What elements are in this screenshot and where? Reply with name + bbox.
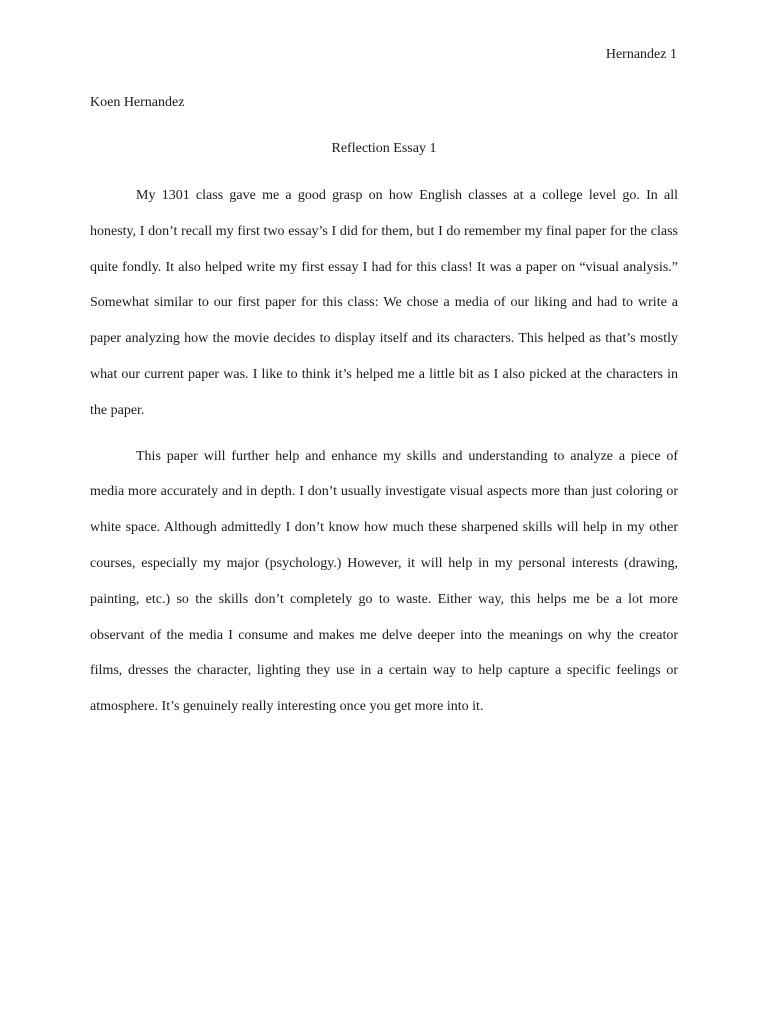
running-head: Hernandez 1 [605,47,677,62]
essay-title: Reflection Essay 1 [331,141,437,156]
paragraph-1: My 1301 class gave me a good grasp on how English classes at a college level go. In all honesty, I don’t recall my first two essay’s I did for them, but I do remember my final paper for the class quite fondly. It also helped write my first essay I had for this class! It was a paper on “visual analysis.” Somewhat similar to our first paper for this class: We chose a media of our liking and had to write a paper analyzing how the movie decides to display itself and its characters. This helped as that’s mostly what our current paper was. I like to think it’s helped me a little bit as I also picked at the characters in the paper. [90,188,678,418]
paragraph-2: This paper will further help and enhance my skills and understanding to analyze a piece of media more accurately and in depth. I don’t usually investigate visual aspects more than just coloring or white space. Although admittedly I don’t know how much these sharpened skills will help in my other courses, especially my major (psychology.) However, it will help in my personal interests (drawing, painting, etc.) so the skills don’t completely go to waste. Either way, this helps me be a lot more observant of the media I consume and makes me delve deeper into the meanings on why the creator films, dresses the character, lighting they use in a certain way to help capture a specific feelings or atmosphere. It’s genuinely really interesting once you get more into it. [90,448,678,715]
author-name: Koen Hernandez [90,95,185,110]
essay-body [90,178,678,725]
